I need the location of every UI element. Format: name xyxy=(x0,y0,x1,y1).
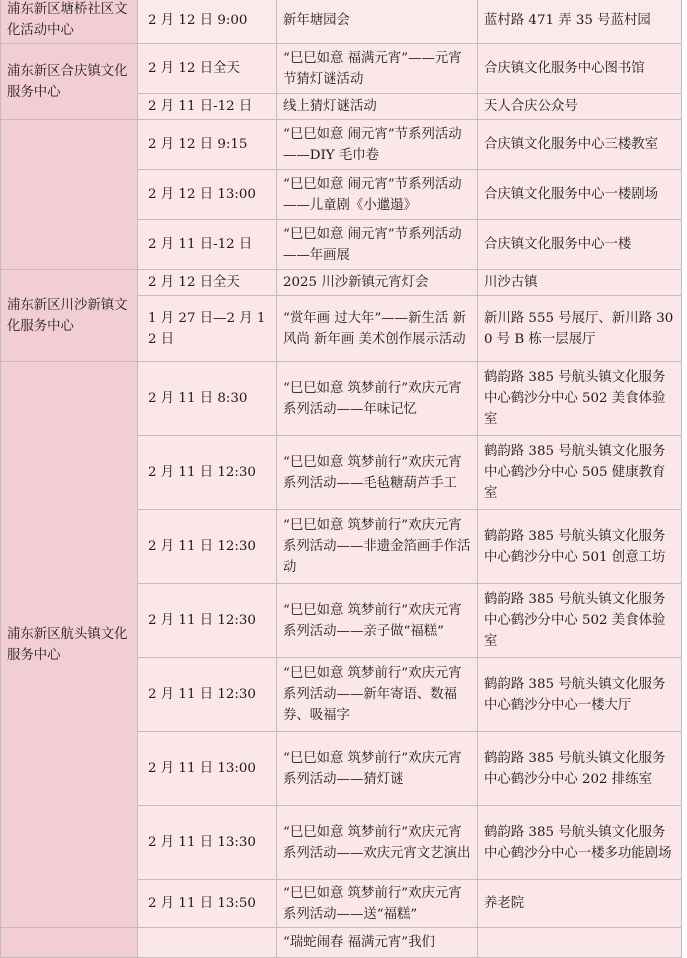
event-cell: 线上猜灯谜活动 xyxy=(277,94,478,120)
venue-cell: 鹤韵路 385 号航头镇文化服务中心鹤沙分中心一楼多功能剧场 xyxy=(478,806,682,880)
organizer-cell: 浦东新区合庆镇文化服务中心 xyxy=(1,44,138,120)
table-row xyxy=(1,44,682,94)
venue-cell: 蓝村路 471 弄 35 号蓝村园 xyxy=(478,0,682,44)
date-cell: 2 月 11 日 12:30 xyxy=(138,658,277,732)
venue-cell: 新川路 555 号展厅、新川路 300 号 B 栋一层展厅 xyxy=(478,296,682,362)
event-cell: “巳巳如意 筑梦前行”欢庆元宵系列活动——送“福糕” xyxy=(277,880,478,928)
event-cell: “巳巳如意 筑梦前行”欢庆元宵系列活动——亲子做“福糕” xyxy=(277,584,478,658)
venue-cell: 合庆镇文化服务中心三楼教室 xyxy=(478,120,682,170)
venue-cell: 鹤韵路 385 号航头镇文化服务中心鹤沙分中心 202 排练室 xyxy=(478,732,682,806)
organizer-cell: 浦东新区川沙新镇文化服务中心 xyxy=(1,270,138,362)
table-row xyxy=(1,0,682,44)
organizer-cell: 浦东新区航头镇文化服务中心 xyxy=(1,362,138,928)
date-cell: 2 月 12 日 13:00 xyxy=(138,170,277,220)
organizer-cell xyxy=(1,120,138,270)
event-cell: “巳巳如意 筑梦前行”欢庆元宵系列活动——新年寄语、数福券、吸福字 xyxy=(277,658,478,732)
date-cell: 2 月 11 日-12 日 xyxy=(138,220,277,270)
event-cell: “巳巳如意 筑梦前行”欢庆元宵系列活动——猜灯谜 xyxy=(277,732,478,806)
event-cell: “巳巳如意 福满元宵”——元宵节猜灯谜活动 xyxy=(277,44,478,94)
date-cell: 2 月 11 日 13:30 xyxy=(138,806,277,880)
venue-cell: 天人合庆公众号 xyxy=(478,94,682,120)
date-cell: 2 月 11 日 8:30 xyxy=(138,362,277,436)
date-cell: 2 月 12 日全天 xyxy=(138,270,277,296)
event-cell: “巳巳如意 筑梦前行”欢庆元宵系列活动——毛毡糖葫芦手工 xyxy=(277,436,478,510)
venue-cell: 合庆镇文化服务中心一楼剧场 xyxy=(478,170,682,220)
organizer-cell: 浦东新区塘桥社区文化活动中心 xyxy=(1,0,138,44)
date-cell: 2 月 11 日-12 日 xyxy=(138,94,277,120)
event-cell: “巳巳如意 闹元宵”节系列活动——DIY 毛巾卷 xyxy=(277,120,478,170)
event-cell: “赏年画 过大年”——新生活 新风尚 新年画 美术创作展示活动 xyxy=(277,296,478,362)
date-cell: 2 月 12 日 9:15 xyxy=(138,120,277,170)
table-row xyxy=(1,928,682,958)
venue-cell: 合庆镇文化服务中心图书馆 xyxy=(478,44,682,94)
date-cell: 1 月 27 日—2 月 12 日 xyxy=(138,296,277,362)
date-cell: 2 月 11 日 12:30 xyxy=(138,436,277,510)
venue-cell: 鹤韵路 385 号航头镇文化服务中心鹤沙分中心 502 美食体验室 xyxy=(478,362,682,436)
date-cell: 2 月 12 日全天 xyxy=(138,44,277,94)
event-cell: “巳巳如意 筑梦前行”欢庆元宵系列活动——年味记忆 xyxy=(277,362,478,436)
table-row xyxy=(1,362,682,436)
venue-cell: 鹤韵路 385 号航头镇文化服务中心鹤沙分中心 502 美食体验室 xyxy=(478,584,682,658)
date-cell: 2 月 11 日 13:00 xyxy=(138,732,277,806)
date-cell: 2 月 11 日 12:30 xyxy=(138,584,277,658)
event-cell: “巳巳如意 闹元宵”节系列活动——年画展 xyxy=(277,220,478,270)
date-cell xyxy=(138,928,277,958)
table-row xyxy=(1,120,682,170)
venue-cell: 川沙古镇 xyxy=(478,270,682,296)
event-cell: “巳巳如意 闹元宵”节系列活动——儿童剧《小邋遢》 xyxy=(277,170,478,220)
event-cell: “巳巳如意 筑梦前行”欢庆元宵系列活动——非遗金箔画手作活动 xyxy=(277,510,478,584)
date-cell: 2 月 11 日 13:50 xyxy=(138,880,277,928)
events-table-body xyxy=(1,0,682,958)
venue-cell: 合庆镇文化服务中心一楼 xyxy=(478,220,682,270)
event-cell: 2025 川沙新镇元宵灯会 xyxy=(277,270,478,296)
event-cell: “巳巳如意 筑梦前行”欢庆元宵系列活动——欢庆元宵文艺演出 xyxy=(277,806,478,880)
table-row xyxy=(1,270,682,296)
date-cell: 2 月 12 日 9:00 xyxy=(138,0,277,44)
venue-cell xyxy=(478,928,682,958)
venue-cell: 养老院 xyxy=(478,880,682,928)
organizer-cell xyxy=(1,928,138,958)
event-cell: 新年塘园会 xyxy=(277,0,478,44)
date-cell: 2 月 11 日 12:30 xyxy=(138,510,277,584)
venue-cell: 鹤韵路 385 号航头镇文化服务中心鹤沙分中心 505 健康教育室 xyxy=(478,436,682,510)
event-cell: “瑞蛇闹春 福满元宵”我们 xyxy=(277,928,478,958)
venue-cell: 鹤韵路 385 号航头镇文化服务中心鹤沙分中心一楼大厅 xyxy=(478,658,682,732)
venue-cell: 鹤韵路 385 号航头镇文化服务中心鹤沙分中心 501 创意工坊 xyxy=(478,510,682,584)
